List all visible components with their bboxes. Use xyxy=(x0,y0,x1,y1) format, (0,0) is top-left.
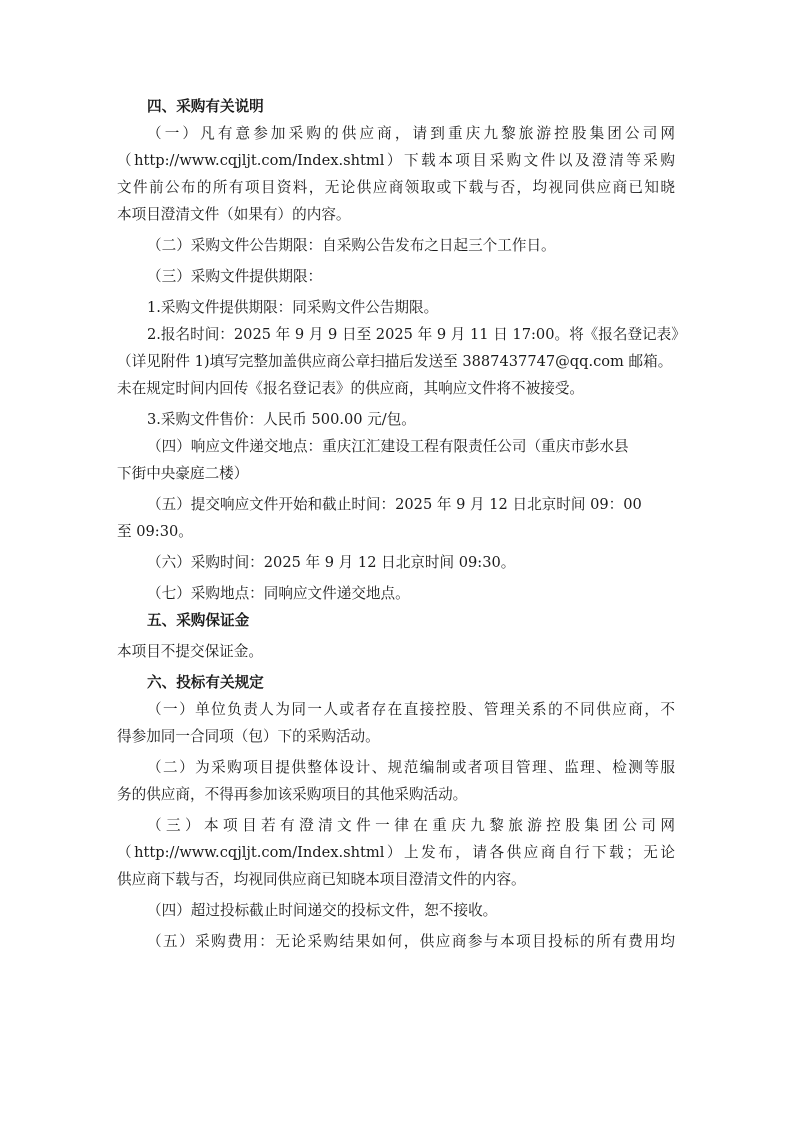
paragraph-line: 下街中央豪庭二楼） xyxy=(117,465,249,482)
paragraph-line: 未在规定时间内回传《报名登记表》的供应商，其响应文件将不被接受。 xyxy=(117,380,585,397)
paragraph-line: （六）采购时间：2025 年 9 月 12 日北京时间 09:30。 xyxy=(147,554,516,571)
paragraph-line: （三）采购文件提供期限： xyxy=(147,268,323,285)
paragraph-line: 得参加同一合同项（包）下的采购活动。 xyxy=(117,728,380,745)
section-heading-bidding-rules: 六、投标有关规定 xyxy=(147,674,264,691)
section-heading-deposit: 五、采购保证金 xyxy=(147,612,250,629)
paragraph-line: （四）响应文件递交地点：重庆江汇建设工程有限责任公司（重庆市彭水县 xyxy=(147,438,629,455)
paragraph-line: 供应商下载与否，均视同供应商已知晓本项目澄清文件的内容。 xyxy=(117,871,526,888)
paragraph-line: （四）超过投标截止时间递交的投标文件，恕不接收。 xyxy=(147,902,498,919)
section-heading-procurement-notes: 四、采购有关说明 xyxy=(147,98,264,115)
paragraph-line: （七）采购地点：同响应文件递交地点。 xyxy=(147,585,410,602)
document-body xyxy=(117,96,686,952)
paragraph-line: 3.采购文件售价：人民币 500.00 元/包。 xyxy=(147,411,416,428)
paragraph-line: （五）采购费用：无论采购结果如何，供应商参与本项目投标的所有费用均 xyxy=(147,933,675,950)
paragraph-line: 2.报名时间：2025 年 9 月 9 日至 2025 年 9 月 11 日 17:00。将《报名登记表》 xyxy=(147,326,686,343)
paragraph-line: （详见附件 1)填写完整加盖供应商公章扫描后发送至 3887437747@qq.com 邮箱。 xyxy=(117,353,673,370)
paragraph-line: 本项目澄清文件（如果有）的内容。 xyxy=(117,206,351,223)
paragraph-line: （http://www.cqjljt.com/Index.shtml）上发布，请各供应商自行下载；无论 xyxy=(117,844,675,861)
paragraph-line: （http://www.cqjljt.com/Index.shtml）下载本项目采购文件以及澄清等采购 xyxy=(117,152,675,169)
paragraph-line: （二）采购文件公告期限：自采购公告发布之日起三个工作日。 xyxy=(147,237,556,254)
paragraph-line: 1.采购文件提供期限：同采购文件公告期限。 xyxy=(147,299,439,316)
paragraph-line: （二）为采购项目提供整体设计、规范编制或者项目管理、监理、检测等服 xyxy=(147,759,675,776)
paragraph-line: （五）提交响应文件开始和截止时间：2025 年 9 月 12 日北京时间 09：00 xyxy=(147,496,642,513)
paragraph-line: （一）凡有意参加采购的供应商，请到重庆九黎旅游控股集团公司网 xyxy=(147,125,675,142)
paragraph-line: 文件前公布的所有项目资料，无论供应商领取或下载与否，均视同供应商已知晓 xyxy=(117,179,675,196)
paragraph-line: 务的供应商，不得再参加该采购项目的其他采购活动。 xyxy=(117,786,468,803)
paragraph-line: （三）本项目若有澄清文件一律在重庆九黎旅游控股集团公司网 xyxy=(147,817,675,834)
paragraph-line: 至 09:30。 xyxy=(117,523,193,540)
paragraph-line: （一）单位负责人为同一人或者存在直接控股、管理关系的不同供应商，不 xyxy=(147,701,675,718)
paragraph-line: 本项目不提交保证金。 xyxy=(117,643,263,660)
